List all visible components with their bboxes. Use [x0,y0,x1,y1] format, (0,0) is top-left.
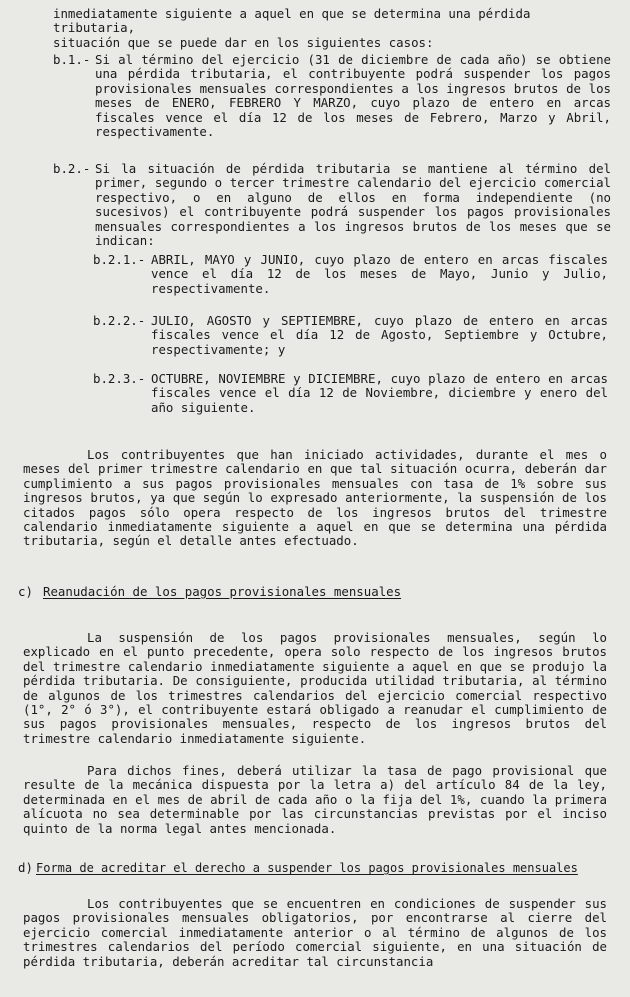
section-d-label: d) [18,860,33,875]
paragraph-contribuyentes: Los contribuyentes que han iniciado actividades, durante el mes o meses del primer trimestre calendario en que tal situación ocurra, deberán dar cumplimiento a sus pagos provisionales mensuales con tasa de 1% sobre sus ingresos brutos, ya que según lo expresado anteriormente, la suspensión de los citados pagos sólo opera respecto de los ingresos brutos del trimestre calendario inmediatamente siguiente a aquel en que se determina una pérdida tributaria, según el detalle antes efectuado. [23,447,607,549]
section-c-label: c) [18,584,33,599]
item-b1-text: Si al término del ejercicio (31 de diciembre de cada año) se obtiene una pérdida tributaria, el contribuyente podrá suspender los pagos provisionales mensuales correspondientes a los ingresos brutos de los meses de ENERO, FEBRERO Y MARZO, cuyo plazo de entero en arcas fiscales vence el día 12 de los meses de Febrero, Marzo y Abril, respectivamente. [95,52,611,140]
section-c-paragraph-2: Para dichos fines, deberá utilizar la tasa de pago provisional que resulte de la mecánica dispuesta por la letra a) del artículo 84 de la ley, determinada en el mes de abril de cada año o la fija del 1%, cuando la primera alícuota no sea determinable por las circunstancias previstas por el inciso quinto de la norma legal antes mencionada. [23,763,607,836]
item-b23-text: OCTUBRE, NOVIEMBRE y DICIEMBRE, cuyo plazo de entero en arcas fiscales vence el día 12 de Noviembre, diciembre y enero del año siguiente. [151,371,608,415]
item-b23-label: b.2.3.- [93,371,146,386]
section-c-paragraph-1: La suspensión de los pagos provisionales mensuales, según lo explicado en el punto precedente, opera solo respecto de los ingresos brutos del trimestre calendario inmediatamente siguiente a aquel en que se produjo la pérdida tributaria. De consiguiente, producida utilidad tributaria, al término de algunos de los trimestres calendarios del ejercicio comercial respectivo (1°, 2° ó 3°), el contribuyente estará obligado a reanudar el cumplimiento de sus pagos provisionales mensuales, respecto de los ingresos brutos del trimestre calendario inmediatamente siguiente. [23,630,607,746]
section-d-paragraph-1: Los contribuyentes que se encuentren en condiciones de suspender sus pagos provisionales mensuales obligatorios, por encontrarse al cierre del ejercicio comercial inmediatamente anterior o al término de algunos de los trimestres calendarios del período comercial siguiente, en una situación de pérdida tributaria, deberán acreditar tal circunstancia [23,896,607,969]
item-b2-label: b.2.- [53,161,91,176]
item-b21-label: b.2.1.- [93,252,146,267]
intro-line-2: situación que se puede dar en los siguientes casos: [53,34,434,50]
section-c-title: Reanudación de los pagos provisionales mensuales [43,584,402,599]
intro-text [53,7,613,50]
item-b22-label: b.2.2.- [93,313,146,328]
intro-line-1: inmediatamente siguiente a aquel en que se determina una pérdida tributaria, [53,6,531,36]
item-b2-text: Si la situación de pérdida tributaria se mantiene al término del primer, segundo o tercer trimestre calendario del ejercicio comercial respectivo, o en alguno de ellos en forma independiente (no sucesivos) el contribuyente podrá suspender los pagos provisionales mensuales correspondientes a los ingresos brutos de los meses que se indican: [95,161,611,249]
item-b1-label: b.1.- [53,52,91,67]
item-b21-text: ABRIL, MAYO y JUNIO, cuyo plazo de entero en arcas fiscales vence el día 12 de los meses de Mayo, Junio y Julio, respectivamente. [151,252,608,296]
section-d-title: Forma de acreditar el derecho a suspender los pagos provisionales mensuales [36,861,578,875]
item-b22-text: JULIO, AGOSTO y SEPTIEMBRE, cuyo plazo de entero en arcas fiscales vence el día 12 de Agosto, Septiembre y Octubre, respectivamente; y [151,313,608,357]
